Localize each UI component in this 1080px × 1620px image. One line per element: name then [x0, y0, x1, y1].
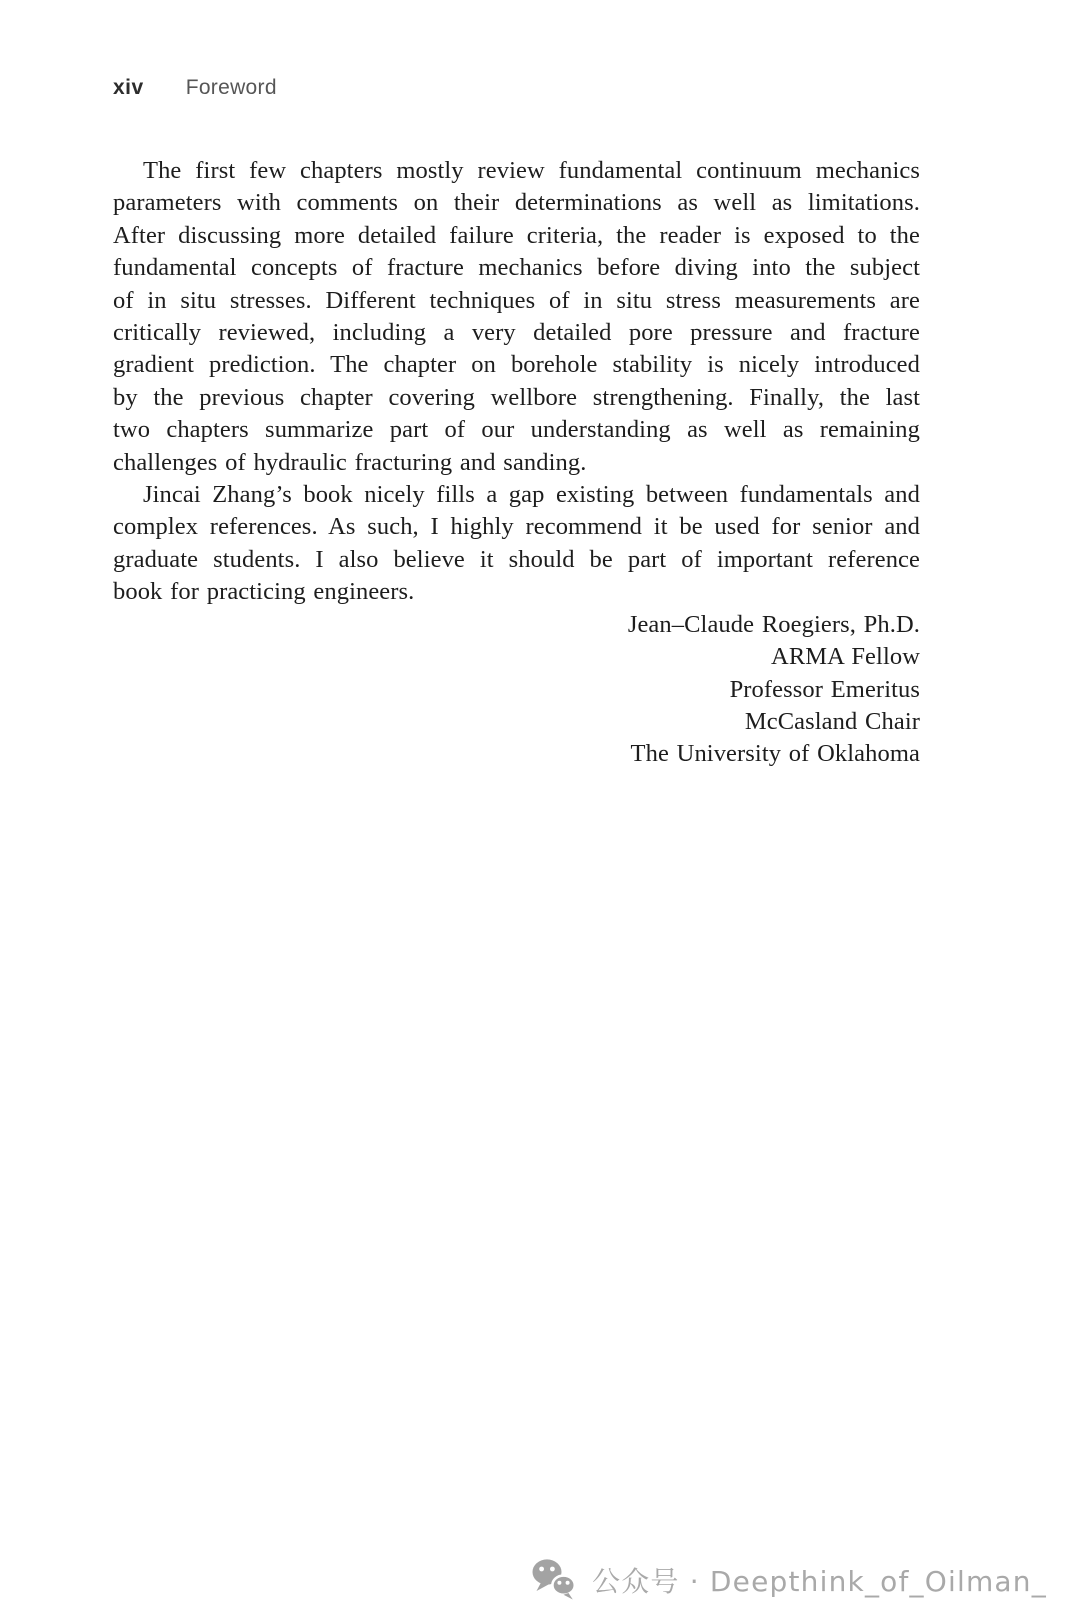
signature-name: Jean–Claude Roegiers, Ph.D.: [627, 610, 920, 638]
signature-block: [113, 609, 920, 771]
page-number: xiv: [113, 76, 144, 99]
signature-title: ARMA Fellow: [771, 643, 920, 671]
paragraph2-line: complex references. As such, I highly recommend it be used for senior and: [113, 513, 920, 541]
paragraph1-line: by the previous chapter covering wellbore strengthening. Finally, the last: [113, 383, 920, 411]
watermark-text: 公众号 · Deepthink_of_Oilman_: [592, 1564, 1047, 1598]
paragraph2-line: book for practicing engineers.: [113, 578, 415, 606]
signature-title: Professor Emeritus: [729, 675, 920, 703]
wechat-icon: [531, 1558, 577, 1601]
paragraph1-line: The first few chapters mostly review fundamental continuum mechanics: [143, 157, 920, 184]
signature-title: McCasland Chair: [744, 707, 920, 735]
paragraph2-line: Jincai Zhang’s book nicely fills a gap existing between fundamentals and: [143, 481, 920, 509]
watermark: [531, 1558, 1047, 1601]
paragraph1-line: parameters with comments on their determinations as well as limitations.: [113, 189, 920, 217]
foreword-body: [113, 155, 920, 771]
paragraph1-line: challenges of hydraulic fracturing and sanding.: [113, 448, 587, 476]
paragraph1-line: gradient prediction. The chapter on borehole stability is nicely introduced: [113, 351, 920, 379]
paragraph1-line: two chapters summarize part of our understanding as well as remaining: [113, 416, 920, 444]
running-head-title: Foreword: [185, 76, 277, 99]
paragraph1-line: of in situ stresses. Different techniques of in situ stress measurements are: [113, 286, 920, 314]
paragraph1-line: fundamental concepts of fracture mechanics before diving into the subject: [113, 254, 920, 282]
paragraph1-line: critically reviewed, including a very detailed pore pressure and fracture: [113, 319, 920, 347]
signature-affiliation: The University of Oklahoma: [630, 740, 920, 768]
paragraph1-line: After discussing more detailed failure criteria, the reader is exposed to the: [113, 221, 920, 249]
running-head: [113, 76, 277, 100]
paragraph2-line: graduate students. I also believe it should be part of important reference: [113, 545, 920, 573]
